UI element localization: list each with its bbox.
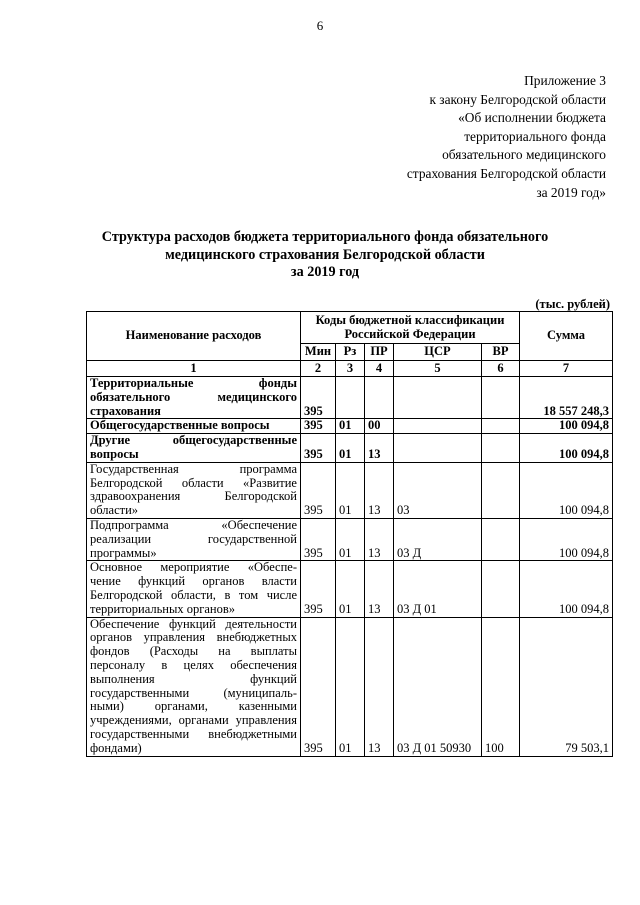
row-sum: 100 094,8 [520,434,613,463]
appendix-line: обязательного медицинского [442,147,606,163]
table-row [87,617,613,756]
table-row [87,377,613,419]
row-vr [482,518,520,560]
row-min: 395 [301,561,336,617]
header-rz: Рз [336,344,365,361]
row-rz: 01 [336,462,365,518]
row-vr [482,434,520,463]
row-min: 395 [301,462,336,518]
row-vr [482,462,520,518]
table-row [87,434,613,463]
row-csr: 03 Д 01 [394,561,482,617]
header-sum: Сумма [520,312,613,361]
row-rz: 01 [336,518,365,560]
row-sum: 100 094,8 [520,462,613,518]
column-number: 2 [301,361,336,377]
header-vr: ВР [482,344,520,361]
row-rz: 01 [336,617,365,756]
appendix-line: «Об исполнении бюджета [458,110,606,126]
row-name: Подпрограмма «Обеспечение реализации государственной программы» [87,518,301,560]
row-sum: 100 094,8 [520,561,613,617]
row-vr [482,561,520,617]
appendix-line: страхования Белгородской области [406,165,606,181]
title-line: за 2019 год [290,264,360,280]
row-pr: 00 [365,419,394,434]
row-sum: 100 094,8 [520,518,613,560]
appendix-note [407,72,606,202]
row-pr: 13 [365,462,394,518]
header-name: Наименование расходов [87,312,301,361]
row-pr: 13 [365,561,394,617]
row-min: 395 [301,434,336,463]
row-min: 395 [301,419,336,434]
row-pr: 13 [365,518,394,560]
header-min: Мин [301,344,336,361]
row-rz: 01 [336,561,365,617]
row-pr [365,377,394,419]
row-name: Обеспечение функций деятельности органов управления внебюджетных фондов (Расходы на выплаты персоналу в целях обеспечения выполнения функций государственными (муниципаль-ными) органами, казенными учреждениями, органами управления государственными внебюджетными фондами) [87,617,301,756]
row-min: 395 [301,518,336,560]
title-line: медицинского страхования Белгородской области [165,246,485,263]
table-row [87,419,613,434]
table-row [87,518,613,560]
appendix-line: за 2019 год» [536,184,606,200]
column-number: 1 [87,361,301,377]
row-min: 395 [301,377,336,419]
appendix-line: территориального фонда [464,128,606,144]
row-sum: 100 094,8 [520,419,613,434]
row-vr [482,377,520,419]
column-number: 7 [520,361,613,377]
row-rz [336,377,365,419]
page-number: 6 [316,18,324,33]
table-row [87,561,613,617]
units-label: (тыс. рублей) [535,297,610,311]
row-pr: 13 [365,617,394,756]
column-number: 6 [482,361,520,377]
document-title [40,229,610,282]
row-pr: 13 [365,434,394,463]
row-sum: 18 557 248,3 [520,377,613,419]
appendix-line: к закону Белгородской области [429,91,606,107]
row-name: Территориальные фонды обязательного медицинского страхования [87,377,301,419]
row-csr [394,377,482,419]
title-line: Структура расходов бюджета территориального фонда обязательного [101,229,549,245]
row-rz: 01 [336,419,365,434]
row-vr: 100 [482,617,520,756]
column-number: 3 [336,361,365,377]
row-rz: 01 [336,434,365,463]
table-row [87,462,613,518]
row-name: Общегосударственные вопросы [87,419,301,434]
row-csr: 03 Д 01 50930 [394,617,482,756]
header-codes-line: Российской Федерации [344,326,476,341]
row-sum: 79 503,1 [520,617,613,756]
row-min: 395 [301,617,336,756]
row-name: Государственная программа Белгородской области «Развитие здравоохранения Белгородской области» [87,462,301,518]
row-csr [394,434,482,463]
header-codes [301,312,520,344]
table-body [87,377,613,757]
row-vr [482,419,520,434]
row-name: Другие общегосударственные вопросы [87,434,301,463]
row-csr: 03 Д [394,518,482,560]
row-name: Основное мероприятие «Обеспе-чение функций органов власти Белгородской области, в том числе территориальных органов» [87,561,301,617]
header-pr: ПР [365,344,394,361]
header-csr: ЦСР [394,344,482,361]
header-codes-line: Коды бюджетной классификации [315,312,505,327]
column-number: 4 [365,361,394,377]
row-csr [394,419,482,434]
expenditure-table [86,311,613,757]
column-number: 5 [394,361,482,377]
row-csr: 03 [394,462,482,518]
appendix-line: Приложение 3 [524,73,606,88]
